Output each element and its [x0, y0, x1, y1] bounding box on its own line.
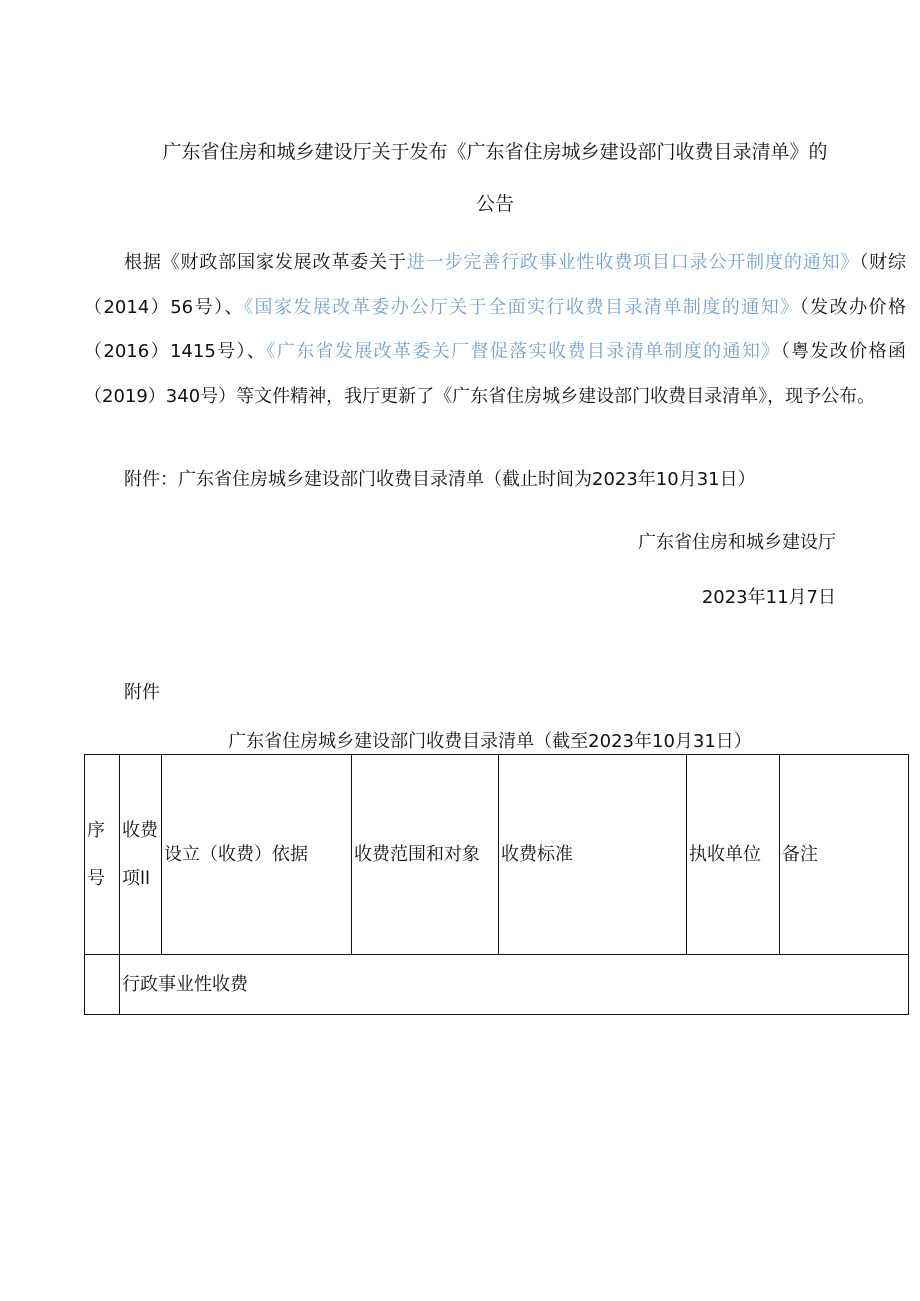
header-cell-fee-item: 收费项ll [120, 755, 162, 955]
policy-link-guangdong-notice[interactable]: 《广东省发展改革委关厂督促落实收费目录清单制度的通知》 [266, 341, 781, 362]
table-cell-empty [85, 955, 120, 1015]
notice-body [84, 241, 906, 419]
body-text-segment: （财综（2014）56号）、 [84, 252, 907, 318]
attachment-line: 附件：广东省住房城乡建设部门收费目录清单（截止时间为2023年10月31日） [124, 469, 756, 490]
notice-title-line-2: 公告 [475, 193, 514, 215]
notice-title-line-1: 广东省住房和城乡建设厅关于发布《广东省住房城乡建设部门收费目录清单》的 [162, 141, 828, 163]
annex-label: 附件 [124, 682, 160, 703]
header-cell-collector: 执收单位 [687, 755, 780, 955]
header-cell-serial: 序号 [85, 755, 120, 955]
policy-link-fiscal-notice[interactable]: 进一步完善行政事业性收费项目口录公开制度的通知》 [406, 252, 860, 273]
header-cell-remarks: 备注 [780, 755, 909, 955]
body-text-segment: （发改办价格（2016）1415号）、 [84, 296, 907, 362]
table-header-row [85, 755, 909, 955]
notice-title [100, 126, 890, 230]
body-text-segment: 根据《财政部国家发展改革委关于 [124, 252, 407, 273]
category-cell: 行政事业性收费 [120, 955, 909, 1015]
header-cell-standard: 收费标准 [499, 755, 687, 955]
header-cell-scope: 收费范围和对象 [352, 755, 499, 955]
header-cell-basis: 设立（收费）依据 [162, 755, 352, 955]
fee-catalog-table [84, 754, 909, 1015]
issue-date: 2023年11月7日 [701, 587, 836, 608]
body-text-segment: （粤发改价格函（2019）340号）等文件精神，我厅更新了《广东省住房城乡建设部门收费目录清单》，现予公布。 [84, 341, 907, 407]
policy-link-ndrc-notice[interactable]: 《国家发展改革委办公厅关于全面实行收费目录清单制度的通知》 [244, 296, 800, 318]
issuer-signature: 广东省住房和城乡建设厅 [638, 532, 836, 553]
table-title: 广东省住房城乡建设部门收费目录清单（截至2023年10月31日） [228, 731, 752, 752]
table-row [85, 955, 909, 1015]
